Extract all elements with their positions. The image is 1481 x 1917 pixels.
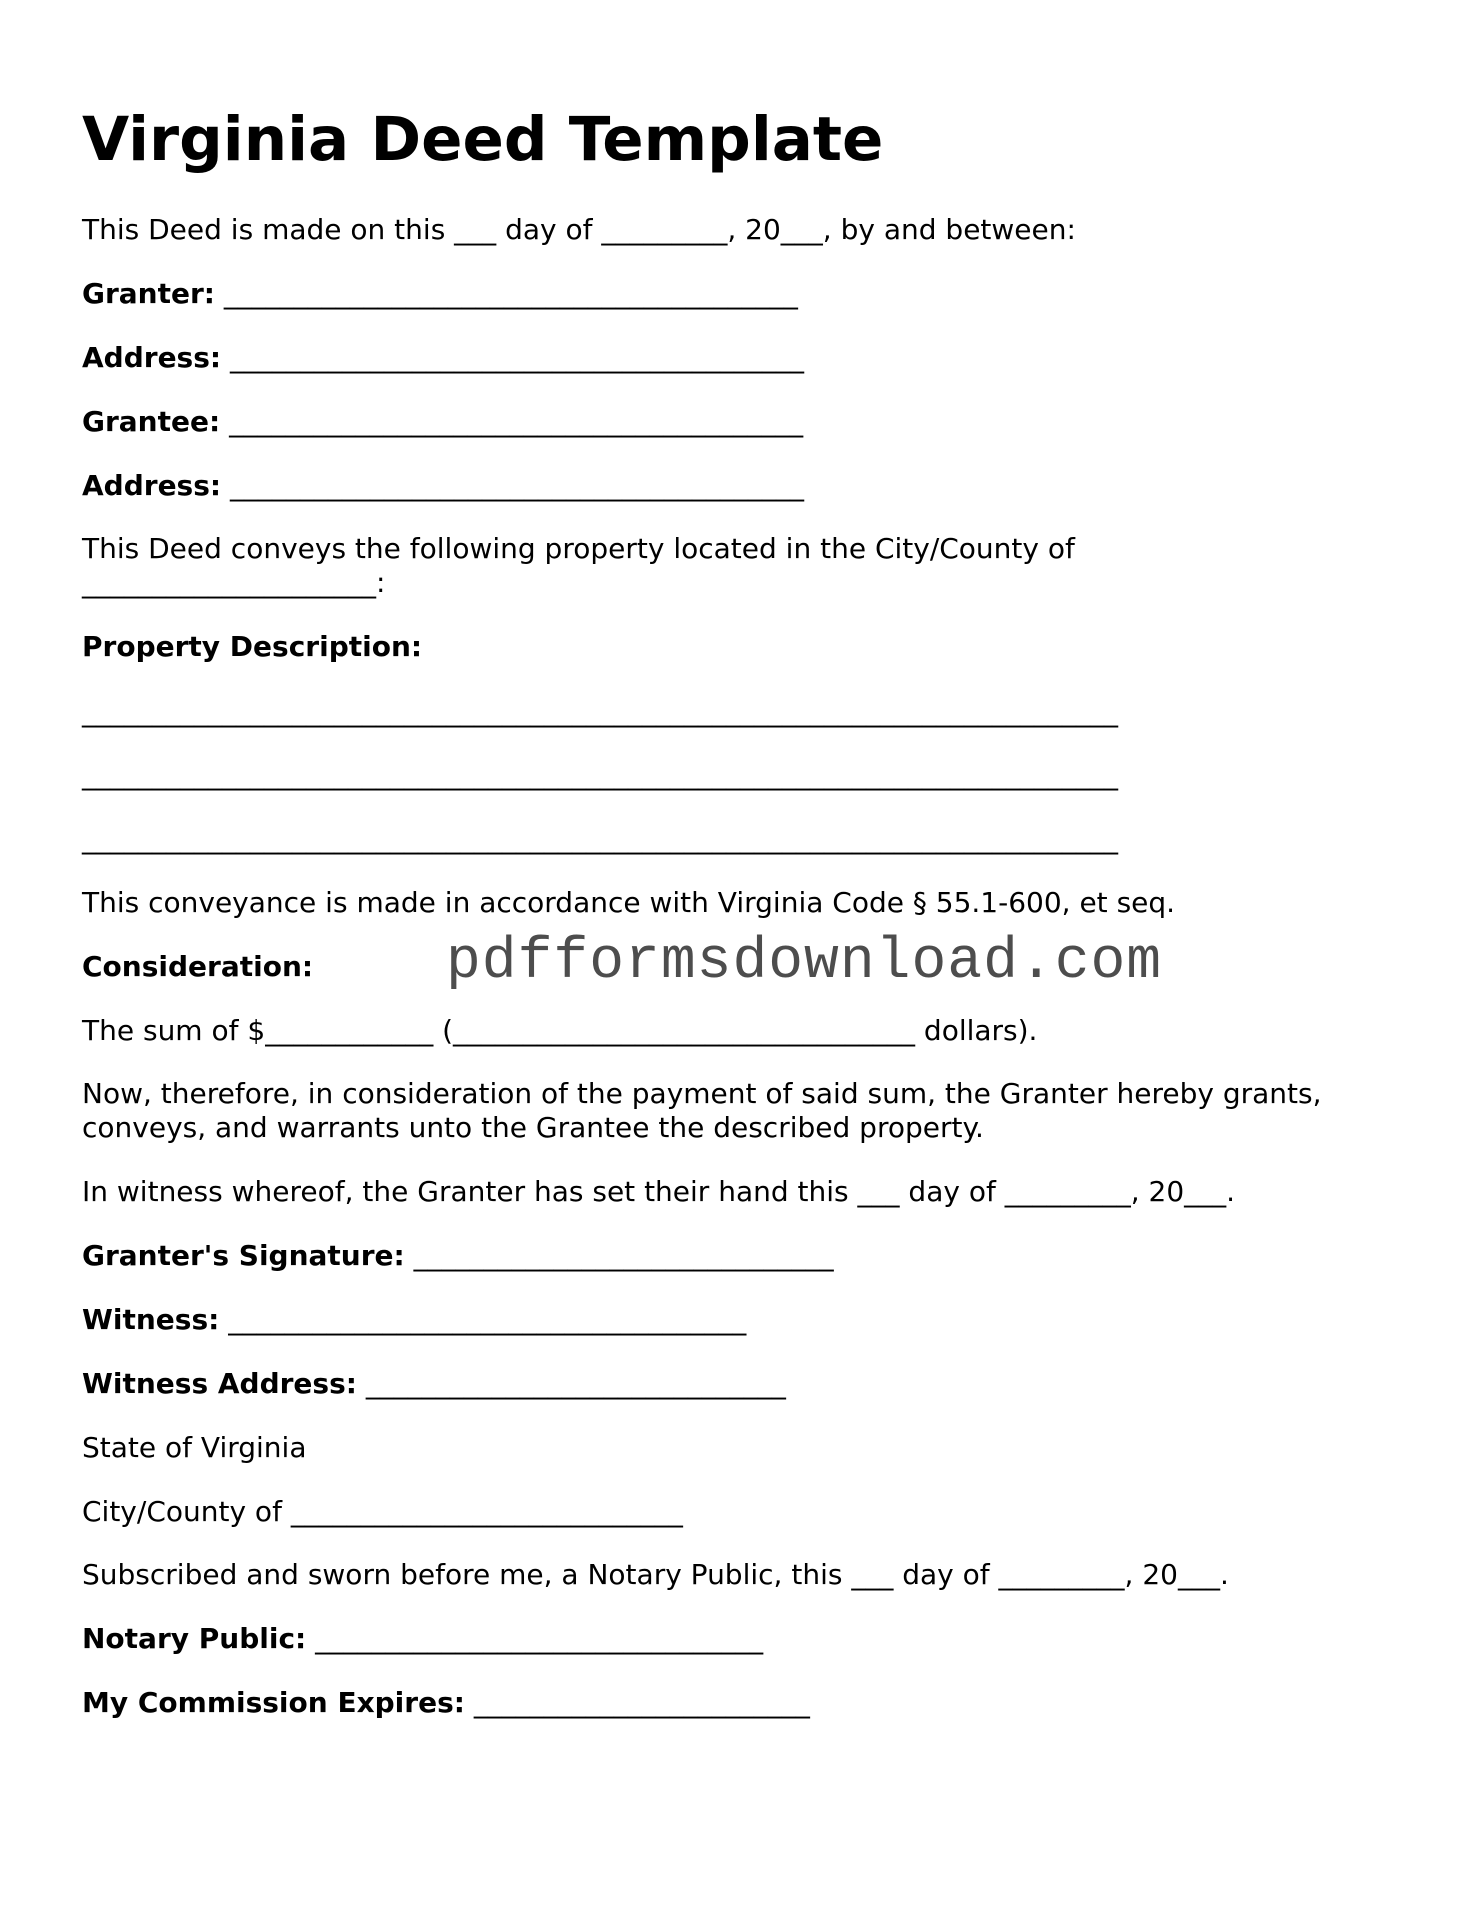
consideration-label: Consideration: xyxy=(82,950,314,983)
notary-public-field xyxy=(82,1622,763,1656)
grantee-field xyxy=(82,405,803,439)
granter-address-label: Address: xyxy=(82,341,222,374)
granter-signature-blank[interactable]: ______________________________ xyxy=(413,1239,834,1272)
witness-blank[interactable]: _____________________________________ xyxy=(228,1303,747,1336)
subscribed-line: Subscribed and sworn before me, a Notary Public, this ___ day of _________, 20___. xyxy=(82,1558,1229,1591)
grantee-address-field xyxy=(82,469,804,503)
grantee-address-blank[interactable]: _________________________________________ xyxy=(230,469,804,502)
property-description-label: Property Description: xyxy=(82,630,423,663)
commission-expires-label: My Commission Expires: xyxy=(82,1686,465,1719)
now-therefore-paragraph: Now, therefore, in consideration of the payment of said sum, the Granter hereby grants, conveys, and warrants unto the Grantee the described property. xyxy=(82,1077,1322,1144)
grantee-address-label: Address: xyxy=(82,469,222,502)
property-description-line-1[interactable]: __________________________________________________________________________ xyxy=(82,695,1118,728)
grantee-blank[interactable]: _________________________________________ xyxy=(229,405,804,438)
granter-address-blank[interactable]: _________________________________________ xyxy=(230,341,804,374)
granter-signature-label: Granter's Signature: xyxy=(82,1239,405,1272)
sum-line: The sum of $____________ (_________________________________ dollars). xyxy=(82,1014,1038,1047)
city-county-blank[interactable]: _____________________: xyxy=(82,566,386,599)
witness-address-field xyxy=(82,1367,786,1401)
notary-public-label: Notary Public: xyxy=(82,1622,307,1655)
code-statement: This conveyance is made in accordance with Virginia Code § 55.1-600, et seq. xyxy=(82,886,1176,919)
witness-address-label: Witness Address: xyxy=(82,1367,357,1400)
granter-field xyxy=(82,277,798,311)
state-line: State of Virginia xyxy=(82,1431,307,1464)
witness-address-blank[interactable]: ______________________________ xyxy=(365,1367,786,1400)
page-title: Virginia Deed Template xyxy=(82,104,884,175)
property-description-line-2[interactable]: __________________________________________________________________________ xyxy=(82,758,1118,791)
commission-expires-blank[interactable]: ________________________ xyxy=(473,1686,810,1719)
witness-label: Witness: xyxy=(82,1303,220,1336)
granter-blank[interactable]: _________________________________________ xyxy=(223,277,798,310)
grantee-label: Grantee: xyxy=(82,405,221,438)
intro-line: This Deed is made on this ___ day of _________, 20___, by and between: xyxy=(82,213,1076,246)
watermark: pdfformsdownload.com xyxy=(446,930,1163,995)
in-witness-line: In witness whereof, the Granter has set their hand this ___ day of _________, 20___. xyxy=(82,1175,1236,1208)
notary-public-blank[interactable]: ________________________________ xyxy=(315,1622,764,1655)
granter-signature-field xyxy=(82,1239,834,1273)
granter-address-field xyxy=(82,341,804,375)
granter-label: Granter: xyxy=(82,277,215,310)
property-description-line-3[interactable]: __________________________________________________________________________ xyxy=(82,822,1118,855)
conveys-text: This Deed conveys the following property located in the City/County of xyxy=(82,532,1075,565)
witness-field xyxy=(82,1303,746,1337)
city-county-line: City/County of ____________________________ xyxy=(82,1495,683,1528)
commission-expires-field xyxy=(82,1686,810,1720)
